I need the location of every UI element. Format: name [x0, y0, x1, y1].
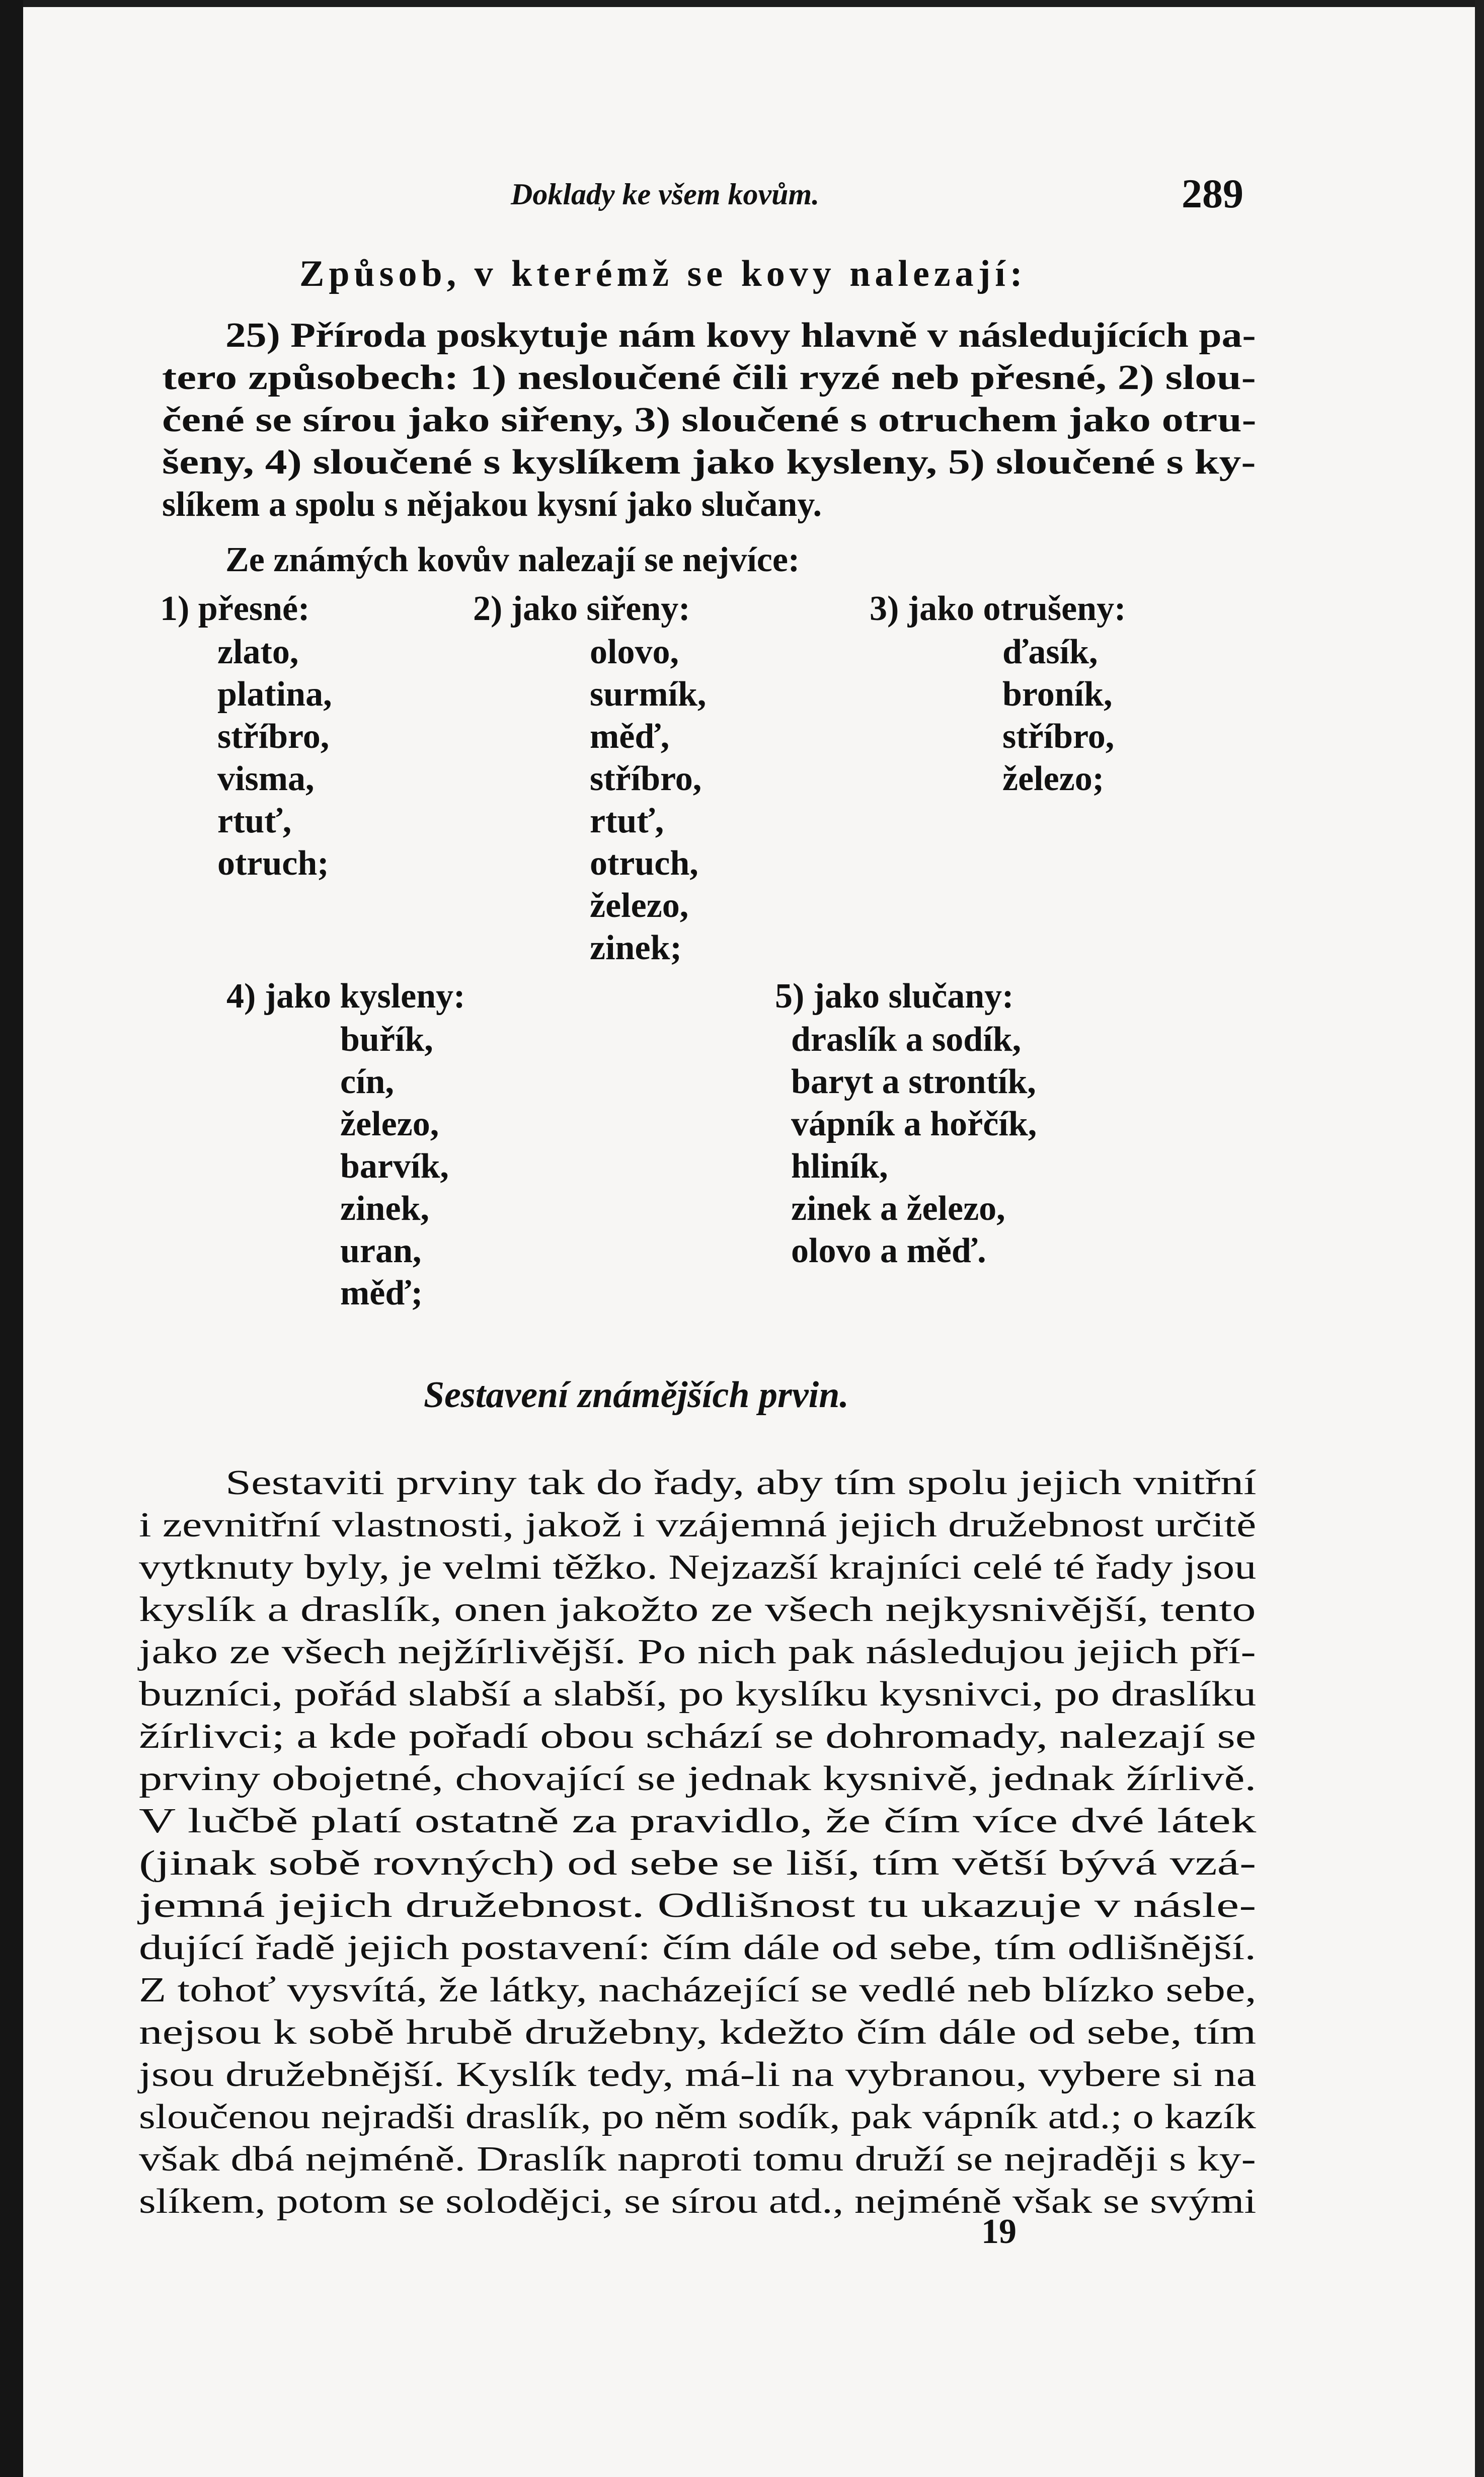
list-item: rtuť,	[217, 802, 292, 840]
list-item: stříbro,	[1002, 717, 1115, 756]
scan-edge-top	[0, 0, 1484, 7]
list-item: stříbro,	[590, 759, 702, 798]
page-number: 289	[1182, 171, 1243, 216]
list-item: olovo a měď.	[791, 1231, 986, 1270]
list-item: zinek a železo,	[791, 1189, 1005, 1228]
body-line: prviny obojetné, chovající se jednak kysnivě, jednak žírlivě.	[139, 1759, 1257, 1798]
list-item: zinek;	[590, 928, 682, 967]
body-line: buzníci, pořád slabší a slabší, po kyslíku kysnivci, po draslíku	[139, 1675, 1257, 1714]
body-line: však dbá nejméně. Draslík naproti tomu druží se nejraději s ky-	[139, 2140, 1256, 2179]
list-item: otruch,	[590, 844, 698, 883]
list-item: baryt a strontík,	[791, 1062, 1036, 1101]
body-line: jemná jejich družebnost. Odlišnost tu ukazuje v násle-	[139, 1886, 1257, 1925]
list-item: vápník a hořčík,	[791, 1105, 1037, 1143]
list-item: stříbro,	[217, 717, 330, 756]
body-line: sloučenou nejradši draslík, po něm sodík, pak vápník atd.; o kazík	[139, 2098, 1256, 2136]
list-item: broník,	[1002, 675, 1113, 714]
list-item: buřík,	[340, 1020, 433, 1059]
body-line: Z tohoť vysvítá, že látky, nacházející se vedlé neb blízko sebe,	[139, 1971, 1257, 2009]
paragraph-line: slíkem a spolu s nějakou kysní jako slučany.	[162, 485, 822, 524]
list-heading-3: 3) jako otrušeny:	[870, 589, 1126, 628]
list-item: rtuť,	[590, 802, 664, 840]
list-item: měď;	[340, 1274, 423, 1312]
body-line: vytknuty byly, je velmi těžko. Nejzazší krajníci celé té řady jsou	[139, 1548, 1257, 1587]
signature-mark: 19	[981, 2212, 1017, 2251]
paragraph-line: 25) Příroda poskytuje nám kovy hlavně v následujících pa-	[225, 316, 1256, 355]
scan-edge-right	[1475, 0, 1484, 2477]
list-item: surmík,	[590, 675, 707, 714]
list-item: hliník,	[791, 1147, 888, 1186]
paragraph-line: tero způsobech: 1) nesloučené čili ryzé neb přesné, 2) slou-	[162, 358, 1256, 397]
list-item: měď,	[590, 717, 670, 756]
body-line: i zevnitřní vlastnosti, jakož i vzájemná jejich družebnost určitě	[139, 1506, 1257, 1544]
subsection-title: Sestavení známějších prvin.	[424, 1374, 849, 1416]
body-line: (jinak sobě rovných) od sebe se liší, tím větší bývá vzá-	[139, 1844, 1257, 1883]
list-heading-1: 1) přesné:	[160, 589, 310, 628]
section-heading: Způsob, v kterémž se kovy nalezají:	[299, 253, 1027, 294]
paragraph-line: čené se sírou jako siřeny, 3) sloučené s otruchem jako otru-	[162, 401, 1257, 439]
list-item: železo,	[340, 1105, 439, 1143]
list-item: draslík a sodík,	[791, 1020, 1022, 1059]
body-line: jsou družebnější. Kyslík tedy, má-li na vybranou, vybere si na	[139, 2055, 1257, 2094]
body-line: žírlivci; a kde pořadí obou schází se dohromady, nalezají se	[139, 1717, 1257, 1756]
body-line: slíkem, potom se solodějci, se sírou atd., nejméně však se svými	[139, 2182, 1257, 2221]
paragraph-line: šeny, 4) sloučené s kyslíkem jako kysleny, 5) sloučené s ky-	[162, 443, 1256, 482]
scan-edge-left	[0, 0, 23, 2477]
list-item: barvík,	[340, 1147, 449, 1186]
body-line: jako ze všech nejžírlivější. Po nich pak následujou jejich pří-	[139, 1633, 1256, 1671]
list-item: platina,	[217, 675, 332, 714]
body-line: nejsou k sobě hrubě družebny, kdežto čím dále od sebe, tím	[139, 2013, 1257, 2052]
list-intro: Ze známých kovův nalezají se nejvíce:	[225, 540, 800, 579]
list-item: uran,	[340, 1231, 422, 1270]
list-item: cín,	[340, 1062, 394, 1101]
list-heading-5: 5) jako slučany:	[775, 977, 1014, 1016]
list-item: visma,	[217, 759, 315, 798]
list-item: zlato,	[217, 633, 299, 671]
body-line: kyslík a draslík, onen jakožto ze všech nejkysnivější, tento	[139, 1590, 1256, 1629]
running-title: Doklady ke všem kovům.	[511, 178, 820, 211]
list-heading-2: 2) jako siřeny:	[473, 589, 690, 628]
list-heading-4: 4) jako kysleny:	[226, 977, 465, 1016]
list-item: zinek,	[340, 1189, 429, 1228]
list-item: ďasík,	[1002, 633, 1098, 671]
list-item: otruch;	[217, 844, 329, 883]
body-line: Sestaviti prviny tak do řady, aby tím spolu jejich vnitřní	[225, 1463, 1257, 1502]
list-item: železo,	[590, 886, 689, 925]
body-line: dující řadě jejich postavení: čím dále od sebe, tím odlišnější.	[139, 1928, 1257, 1967]
list-item: železo;	[1002, 759, 1105, 798]
body-line: V lučbě platí ostatně za pravidlo, že čím více dvé látek	[139, 1802, 1257, 1840]
list-item: olovo,	[590, 633, 679, 671]
